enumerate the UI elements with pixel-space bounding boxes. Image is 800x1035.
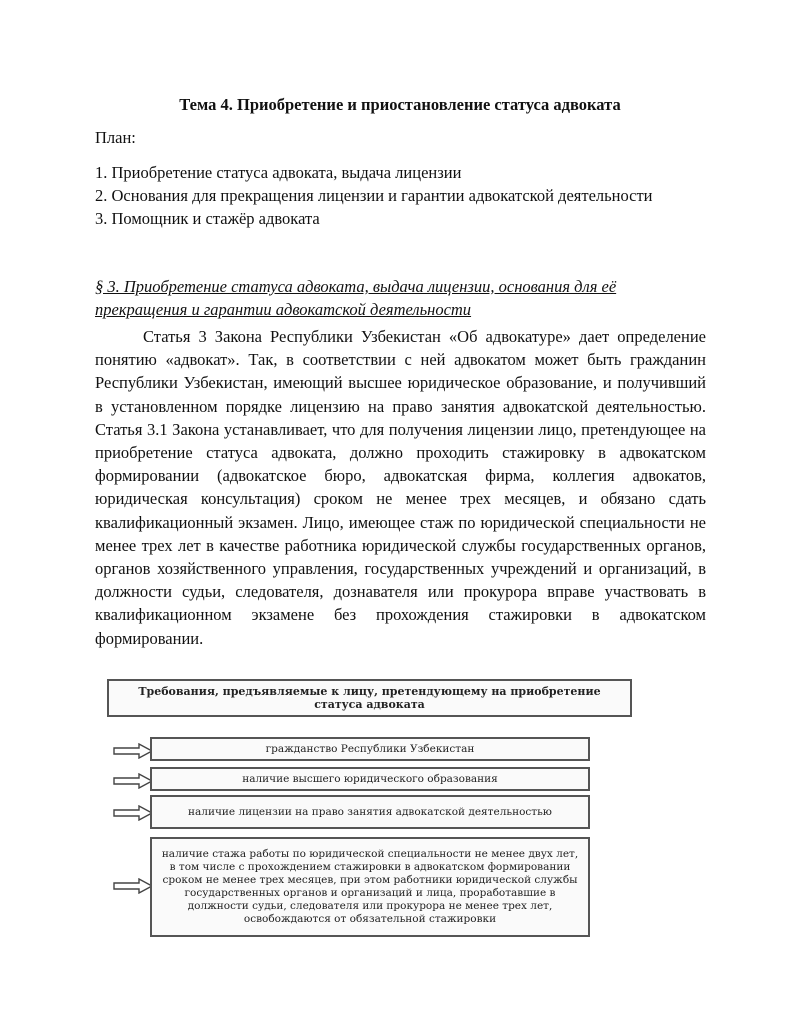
page-title: Тема 4. Приобретение и приостановление статуса адвоката (179, 95, 621, 114)
diagram-header-box: Требования, предъявляемые к лицу, претендующему на приобретение статуса адвоката (107, 679, 632, 717)
section-heading: § 3. Приобретение статуса адвоката, выдача лицензии, основания для её прекращения и гарантии адвокатской деятельности (95, 277, 617, 319)
plan-list (95, 161, 705, 230)
requirement-box: наличие стажа работы по юридической специальности не менее двух лет, в том числе с прохождением стажировки в адвокатском формировании сроком не менее трех месяцев, при этом работники юридической службы государственных органов и организаций и лица, проработавшие в должности судьи, следователя или прокурора не менее трех лет, освобождаются от обязательной стажировки (150, 837, 590, 937)
right-arrow-icon (113, 773, 153, 789)
plan-label: План: (95, 128, 136, 147)
plan-item: 1. Приобретение статуса адвоката, выдача лицензии (95, 163, 462, 182)
plan-item: 2. Основания для прекращения лицензии и гарантии адвокатской деятельности (95, 186, 653, 205)
requirements-diagram (95, 675, 655, 955)
requirement-box: гражданство Республики Узбекистан (150, 737, 590, 761)
right-arrow-icon (113, 805, 153, 821)
requirement-box: наличие лицензии на право занятия адвокатской деятельностью (150, 795, 590, 829)
plan-item: 3. Помощник и стажёр адвоката (95, 209, 320, 228)
right-arrow-icon (113, 878, 153, 894)
paragraph-text: Статья 3 Закона Республики Узбекистан «Об адвокатуре» дает определение понятию «адвокат». Так, в соответствии с ней адвокатом может быть гражданин Республики Узбекистан, имеющий высшее юридическое образование, и получивший в установленном порядке лицензию на право занятия адвокатской деятельностью. Статья 3.1 Закона устанавливает, что для получения лицензии лицо, претендующее на приобретение статуса адвоката, должно проходить стажировку в адвокатском формировании (адвокатское бюро, адвокатская фирма, коллегия адвокатов, юридическая консультация) сроком не менее трех месяцев, и обязано сдать квалификационный экзамен. Лицо, имеющее стаж по юридической специальности не менее трех лет в качестве работника юридической службы государственных органов, органов хозяйственного управления, государственных учреждений и организаций, в должности судьи, следователя, дознавателя или прокурора вправе участвовать в квалификационном экзамене без прохождения стажировки в адвокатском формировании. (95, 327, 706, 648)
body-paragraph (95, 325, 706, 650)
right-arrow-icon (113, 743, 153, 759)
requirement-box: наличие высшего юридического образования (150, 767, 590, 791)
